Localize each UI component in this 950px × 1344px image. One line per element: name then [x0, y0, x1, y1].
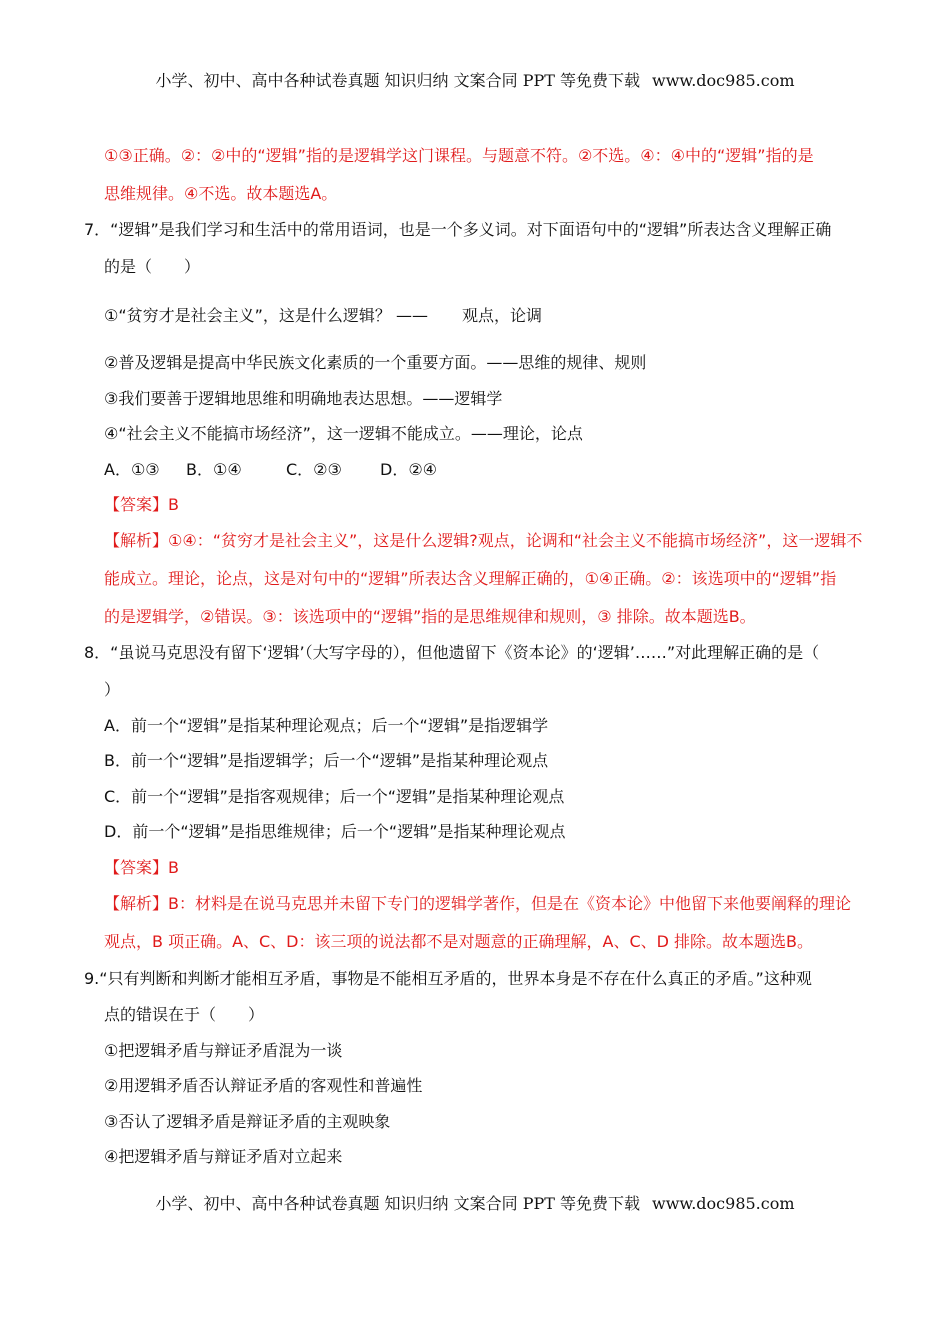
q8-explanation-line1: 【解析】B：材料是在说马克思并未留下专门的逻辑学著作，但是在《资本论》中他留下来他要阐释的理论 — [104, 894, 851, 913]
q8-stem-line1: 8．“虽说马克思没有留下‘逻辑’（大写字母的），但他遗留下《资本论》的‘逻辑’……”对此理解正确的是（ — [84, 643, 820, 662]
q7-option-1-meaning: 观点，论调 — [462, 306, 543, 325]
header-site[interactable]: www.doc985.com — [652, 71, 795, 90]
q7-option-4: ④“社会主义不能搞市场经济”，这一逻辑不能成立。——理论，论点 — [104, 424, 583, 443]
q7-explanation-line1: 【解析】①④：“贫穷才是社会主义”，这是什么逻辑?观点，论调和“社会主义不能搞市场经济”，这一逻辑不 — [104, 531, 863, 550]
q9-option-1: ①把逻辑矛盾与辩证矛盾混为一谈 — [104, 1041, 343, 1060]
q6-explanation-line1: ①③正确。②：②中的“逻辑”指的是逻辑学这门课程。与题意不符。②不选。④：④中的“逻辑”指的是 — [104, 146, 814, 165]
q7-explanation-line2: 能成立。理论，论点，这是对句中的“逻辑”所表达含义理解正确的，①④正确。②：该选项中的“逻辑”指 — [104, 569, 837, 588]
q7-choice-c: C．②③ — [286, 460, 342, 479]
q7-answer: 【答案】B — [104, 495, 179, 514]
q9-stem-line1: 9.“只有判断和判断才能相互矛盾，事物是不能相互矛盾的，世界本身是不存在什么真正的矛盾。”这种观 — [84, 969, 812, 988]
q7-option-2: ②普及逻辑是提高中华民族文化素质的一个重要方面。——思维的规律、规则 — [104, 353, 647, 372]
q8-answer: 【答案】B — [104, 858, 179, 877]
q7-choice-b: B．①④ — [186, 460, 242, 479]
q7-stem-line2: 的是（ ） — [104, 257, 201, 276]
q7-choice-d: D．②④ — [380, 460, 438, 479]
q9-option-3: ③否认了逻辑矛盾是辩证矛盾的主观映象 — [104, 1112, 391, 1131]
q9-option-4: ④把逻辑矛盾与辩证矛盾对立起来 — [104, 1147, 343, 1166]
q7-option-1 — [104, 306, 542, 326]
q8-option-b: B．前一个“逻辑”是指逻辑学；后一个“逻辑”是指某种理论观点 — [104, 751, 549, 770]
q6-explanation-line2: 思维规律。④不选。故本题选A。 — [104, 184, 338, 203]
q8-explanation-line2: 观点，B 项正确。A、C、D：该三项的说法都不是对题意的正确理解，A、C、D 排除。故本题选B。 — [104, 932, 814, 951]
header-text: 小学、初中、高中各种试卷真题 知识归纳 文案合同 PPT 等免费下载 — [155, 71, 641, 90]
q7-choices — [104, 460, 437, 480]
q8-option-a: A．前一个“逻辑”是指某种理论观点；后一个“逻辑”是指逻辑学 — [104, 716, 549, 735]
page-footer — [0, 1191, 950, 1214]
q9-option-2: ②用逻辑矛盾否认辩证矛盾的客观性和普遍性 — [104, 1076, 423, 1095]
q8-option-d: D．前一个“逻辑”是指思维规律；后一个“逻辑”是指某种理论观点 — [104, 822, 566, 841]
page-header — [0, 68, 950, 91]
q7-option-3: ③我们要善于逻辑地思维和明确地表达思想。——逻辑学 — [104, 389, 503, 408]
q8-option-c: C．前一个“逻辑”是指客观规律；后一个“逻辑”是指某种理论观点 — [104, 787, 565, 806]
footer-text: 小学、初中、高中各种试卷真题 知识归纳 文案合同 PPT 等免费下载 — [155, 1194, 641, 1213]
footer-site[interactable]: www.doc985.com — [652, 1194, 795, 1213]
q7-choice-a: A．①③ — [104, 460, 160, 479]
q7-option-1-text: ①“贫穷才是社会主义”，这是什么逻辑？ —— — [104, 306, 429, 325]
q7-explanation-line3: 的是逻辑学，②错误。③：该选项中的“逻辑”指的是思维规律和规则，③ 排除。故本题选B。 — [104, 607, 756, 626]
q7-stem-line1: 7．“逻辑”是我们学习和生活中的常用语词，也是一个多义词。对下面语句中的“逻辑”所表达含义理解正确 — [84, 220, 832, 239]
q8-stem-line2: ） — [104, 680, 121, 699]
q9-stem-line2: 点的错误在于（ ） — [104, 1005, 265, 1024]
